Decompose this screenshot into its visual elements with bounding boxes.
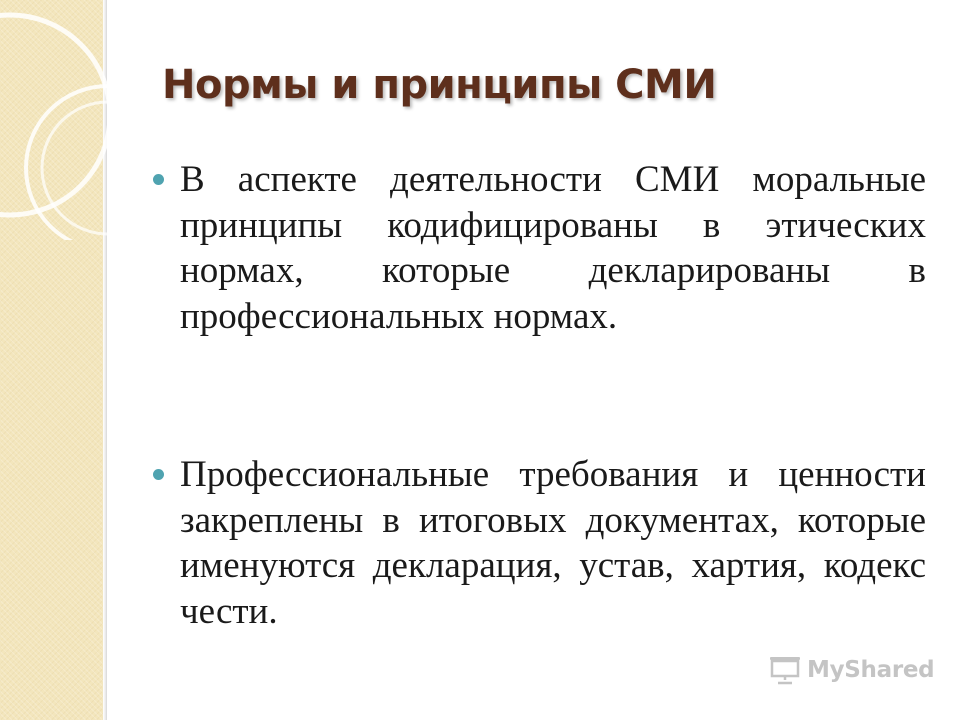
bullet-item xyxy=(180,157,926,339)
bullet-item xyxy=(180,452,926,634)
decorative-circles xyxy=(0,0,140,240)
bullet-dot-icon xyxy=(153,469,164,480)
watermark-text: MyShared xyxy=(807,657,935,683)
bullet-dot-icon xyxy=(153,174,164,185)
myshared-watermark xyxy=(768,655,934,685)
bullet-text: В аспекте деятельности СМИ моральные принципы кодифицированы в этических нормах, которые декларированы в профессиональных нормах. xyxy=(180,159,926,337)
slide-title: Нормы и принципы СМИ xyxy=(162,62,717,108)
projector-screen-icon xyxy=(768,655,802,685)
bullet-text: Профессиональные требования и ценности закреплены в итоговых документах, которые именуются декларация, устав, хартия, кодекс чести. xyxy=(180,454,926,632)
